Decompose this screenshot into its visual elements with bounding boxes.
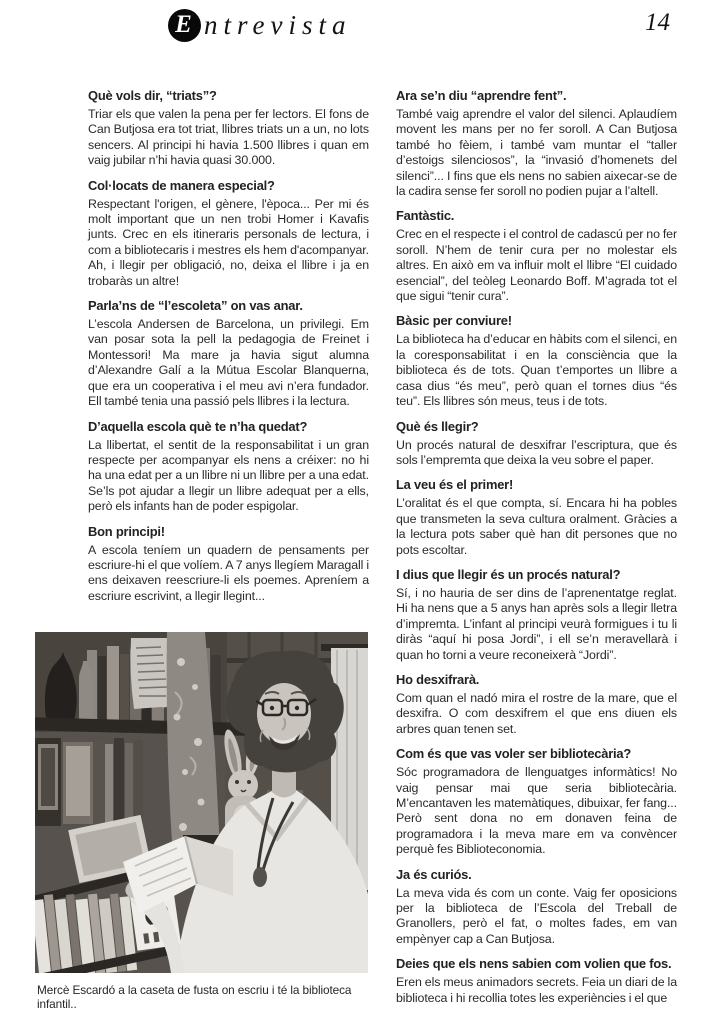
interview-question: Fantàstic. — [396, 208, 455, 224]
interview-answer: A escola teníem un quadern de pensaments per escriure-hi el que volíem. A 7 anys llegíem Maragall i ens deixaven reescriure-li els poemes. Apreníem a escriure escrivint, a llegir llegint... — [88, 542, 369, 603]
masthead-title: ntrevista — [204, 10, 352, 40]
interview-question: Bon principi! — [88, 523, 165, 539]
interview-question: Com és que vas voler ser bibliotecària? — [396, 746, 632, 762]
right-column — [396, 87, 677, 1006]
photo-caption: Mercè Escardó a la caseta de fusta on escriu i té la biblioteca infantil.. — [37, 983, 352, 1011]
interview-question: Bàsic per conviure! — [396, 313, 512, 329]
interview-question: Deies que els nens sabien com volien que fos. — [396, 956, 672, 972]
interview-answer: Eren els meus animadors secrets. Feia un diari de la biblioteca i hi recollia totes les experiències i el que — [396, 975, 677, 1005]
interview-answer: La meva vida és com un conte. Vaig fer oposicions per la biblioteca de l’Escola del Treball de Granollers, però el fat, o moltes fades, em van empènyer cap a Can Butjosa. — [396, 885, 677, 946]
interview-question: Què és llegir? — [396, 418, 479, 434]
interview-question: I dius que llegir és un procés natural? — [396, 566, 621, 582]
interview-answer: Respectant l'origen, el gènere, l'època... Per mi és molt important que un nen trobi Homer i Kavafis junts. Crec en els itineraris personals de lectura, i com a bibliotecaris i mestres els hem d'acompanyar. Ah, i llegir per obligació, no, deixa el llibre i ja en trobaràs un altre! — [88, 196, 369, 288]
interview-answer: Triar els que valen la pena per fer lectors. El fons de Can Butjosa era tot triat, llibres triats un a un, no lots sencers. Al principi hi havia 1.500 llibres i quan em vaig jubilar n’hi havia quasi 30.000. — [88, 107, 369, 168]
photo-illustration — [35, 632, 368, 973]
interview-answer: Sí, i no hauria de ser dins de l’aprenentatge reglat. Hi ha nens que a 5 anys han après sols a llegir lletra d’impremta. L’infant al principi veurà formigues i tu li diràs “aquí hi posa Jordi”, i ell se’n meravellarà i quan ho torni a veure reconeixerà “Jordi”. — [396, 585, 677, 662]
interview-question: Ara se’n diu “aprendre fent”. — [396, 88, 567, 103]
photo-middle-shelf — [35, 738, 143, 826]
interview-question: Col·locats de manera especial? — [88, 177, 275, 193]
interview-question: Ja és curiós. — [396, 866, 472, 882]
section-masthead — [168, 9, 352, 42]
interview-answer: La llibertat, el sentit de la responsabilitat i un gran respecte per acompanyar els nens a créixer: no hi ha una edat per a un llibre ni un llibre per a una edat. Se’ls pot ajudar a llegir un llibre adequat per a ells, però els infants han de poder espigolar. — [88, 437, 369, 514]
interview-answer: Sóc programadora de llenguatges informàtics! No vaig pensar mai que seria bibliotecària. M’encantaven les matemàtiques, dibuixar, fer fang... Però sent dona no em donaven feina de programadora i la meva mare em va convèncer perquè fes Biblioteconomia. — [396, 765, 677, 857]
interview-question: Parla’ns de “l’escoleta” on vas anar. — [88, 298, 303, 314]
left-column — [88, 87, 369, 604]
page-number: 14 — [645, 9, 670, 36]
interview-answer: La biblioteca ha d’educar en hàbits com el silenci, en la coresponsabilitat i en la consciència que la biblioteca és de tots. Quan t’emportes un llibre a casa dius “és meu”, però quan el tornes dius “és teu”. Els llibres són meus, teus i de tots. — [396, 332, 677, 409]
interview-answer: L’escola Andersen de Barcelona, un privilegi. Em van posar sota la pell la pedagogia de Freinet i Montessori! Ma mare ja havia sigut alumna d’Alexandre Galí a la Mútua Escolar Blanquerna, que era un cooperativa i el meu avi n’era fundador. Ell també tenia una passió pels llibres i la lectura. — [88, 317, 369, 409]
photo-hanging-scroll — [130, 638, 172, 709]
interview-answer: L’oralitat és el que compta, sí. Encara hi ha pobles que transmeten la seva cultura oralment. Gràcies a la lectura pots saber què han dit persones que no pots escoltar. — [396, 496, 677, 557]
interview-answer: També vaig aprendre el valor del silenci. Aplaudíem movent les mans per no fer soroll. A Can Butjosa també ho fèiem, i també vam muntar el “taller d’estoigs silenciosos”, la “invasió d’homenets del silenci”... I fins que els nens no sabien aixecar-se de la cadira sense fer soroll no podien pujar a l’altell. — [396, 107, 677, 199]
interview-question: La veu és el primer! — [396, 477, 514, 493]
interview-answer: Com quan el nadó mira el rostre de la mare, que el desxifra. O com desxifrem el que ens diuen els arbres quan tenen set. — [396, 690, 677, 736]
interview-answer: Un procés natural de desxifrar l’escriptura, que és sols l’empremta que deixa la veu sobre el paper. — [396, 437, 677, 467]
interview-answer: Crec en el respecte i el control de cadascú per no fer soroll. N’hem de tenir cura per no molestar els altres. En això em va influir molt el llibre “El cuidado esencial”, del teòleg Leonardo Boff. M’agrada tot el que sigui “tenir cura”. — [396, 227, 677, 304]
interview-question: Ho desxifrarà. — [396, 671, 480, 687]
masthead-initial-badge: E — [168, 9, 201, 42]
interview-question: D’aquella escola què te n’ha quedat? — [88, 418, 308, 434]
interview-photo — [35, 632, 368, 973]
interview-question: Què vols dir, “triats”? — [88, 88, 217, 103]
